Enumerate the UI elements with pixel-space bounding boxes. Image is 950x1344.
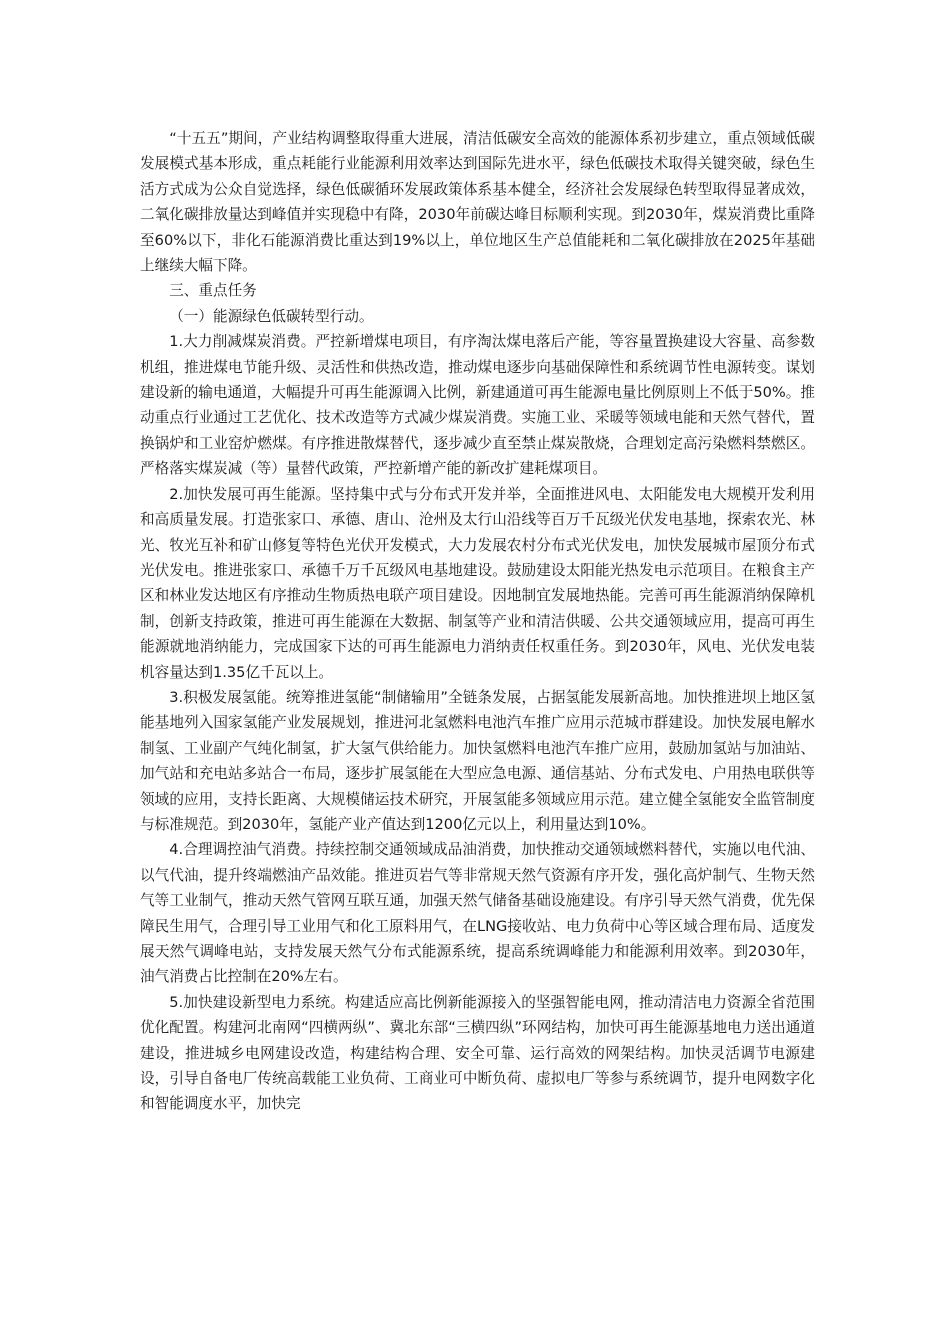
paragraph-goals: “十五五”期间，产业结构调整取得重大进展，清洁低碳安全高效的能源体系初步建立，重点领域低碳发展模式基本形成，重点耗能行业能源利用效率达到国际先进水平，绿色低碳技术取得关键突破，绿色生活方式成为公众自觉选择，绿色低碳循环发展政策体系基本健全，经济社会发展绿色转型取得显著成效，二氧化碳排放量达到峰值并实现稳中有降，2030年前碳达峰目标顺利实现。到2030年，煤炭消费比重降至60%以下，非化石能源消费比重达到19%以上，单位地区生产总值能耗和二氧化碳排放在2025年基础上继续大幅下降。 xyxy=(140,130,815,275)
subsection-heading-energy-transition: （一）能源绿色低碳转型行动。 xyxy=(169,307,374,325)
paragraph-hydrogen: 3.积极发展氢能。统筹推进氢能“制储输用”全链条发展，占据氢能发展新高地。加快推进坝上地区氢能基地列入国家氢能产业发展规划，推进河北氢燃料电池汽车推广应用示范城市群建设。加快发展电解水制氢、工业副产气纯化制氢，扩大氢气供给能力。加快氢燃料电池汽车推广应用，鼓励加氢站与加油站、加气站和充电站多站合一布局，逐步扩展氢能在大型应急电源、通信基站、分布式发电、户用热电联供等领域的应用，支持长距离、大规模储运技术研究，开展氢能多领域应用示范。建立健全氢能安全监管制度与标准规范。到2030年，氢能产业产值达到1200亿元以上，利用量达到10%。 xyxy=(140,688,815,833)
paragraph-power-system: 5.加快建设新型电力系统。构建适应高比例新能源接入的坚强智能电网，推动清洁电力资源全省范围优化配置。构建河北南网“四横两纵”、冀北东部“三横四纵”环网结构，加快可再生能源基地电力送出通道建设，推进城乡电网建设改造，构建结构合理、安全可靠、运行高效的网架结构。加快灵活调节电源建设，引导自备电厂传统高载能工业负荷、工商业可中断负荷、虚拟电厂等参与系统调节，提升电网数字化和智能调度水平，加快完 xyxy=(140,993,815,1113)
paragraph-oil-gas: 4.合理调控油气消费。持续控制交通领域成品油消费，加快推动交通领域燃料替代，实施以电代油、以气代油，提升终端燃油产品效能。推进页岩气等非常规天然气资源有序开发，强化高炉制气、生物天然气等工业制气，推动天然气管网互联互通，加强天然气储备基础设施建设。有序引导天然气消费，优先保障民生用气，合理引导工业用气和化工原料用气，在LNG接收站、电力负荷中心等区域合理布局、适度发展天然气调峰电站，支持发展天然气分布式能源系统，提高系统调峰能力和能源利用效率。到2030年，油气消费占比控制在20%左右。 xyxy=(140,841,815,986)
section-heading-key-tasks: 三、重点任务 xyxy=(169,282,257,300)
paragraph-renewable-energy: 2.加快发展可再生能源。坚持集中式与分布式开发并举，全面推进风电、太阳能发电大规模开发利用和高质量发展。打造张家口、承德、唐山、沧州及太行山沿线等百万千瓦级光伏发电基地，探索农光、林光、牧光互补和矿山修复等特色光伏开发模式，大力发展农村分布式光伏发电，加快发展城市屋顶分布式光伏发电。推进张家口、承德千万千瓦级风电基地建设。鼓励建设太阳能光热发电示范项目。在粮食主产区和林业发达地区有序推动生物质热电联产项目建设。因地制宜发展地热能。完善可再生能源消纳保障机制，创新支持政策，推进可再生能源在大数据、制氢等产业和清洁供暖、公共交通领域应用，提高可再生能源就地消纳能力，完成国家下达的可再生能源电力消纳责任权重任务。到2030年，风电、光伏发电装机容量达到1.35亿千瓦以上。 xyxy=(140,485,815,681)
document-body xyxy=(140,126,815,1117)
paragraph-coal-reduction: 1.大力削减煤炭消费。严控新增煤电项目，有序淘汰煤电落后产能，等容量置换建设大容量、高参数机组，推进煤电节能升级、灵活性和供热改造，推动煤电逐步向基础保障性和系统调节性电源转变。谋划建设新的输电通道，大幅提升可再生能源调入比例，新建通道可再生能源电量比例原则上不低于50%。推动重点行业通过工艺优化、技术改造等方式减少煤炭消费。实施工业、采暖等领域电能和天然气替代，置换锅炉和工业窑炉燃煤。有序推进散煤替代，逐步减少直至禁止煤炭散烧，合理划定高污染燃料禁燃区。严格落实煤炭减（等）量替代政策，严控新增产能的新改扩建耗煤项目。 xyxy=(140,333,815,478)
